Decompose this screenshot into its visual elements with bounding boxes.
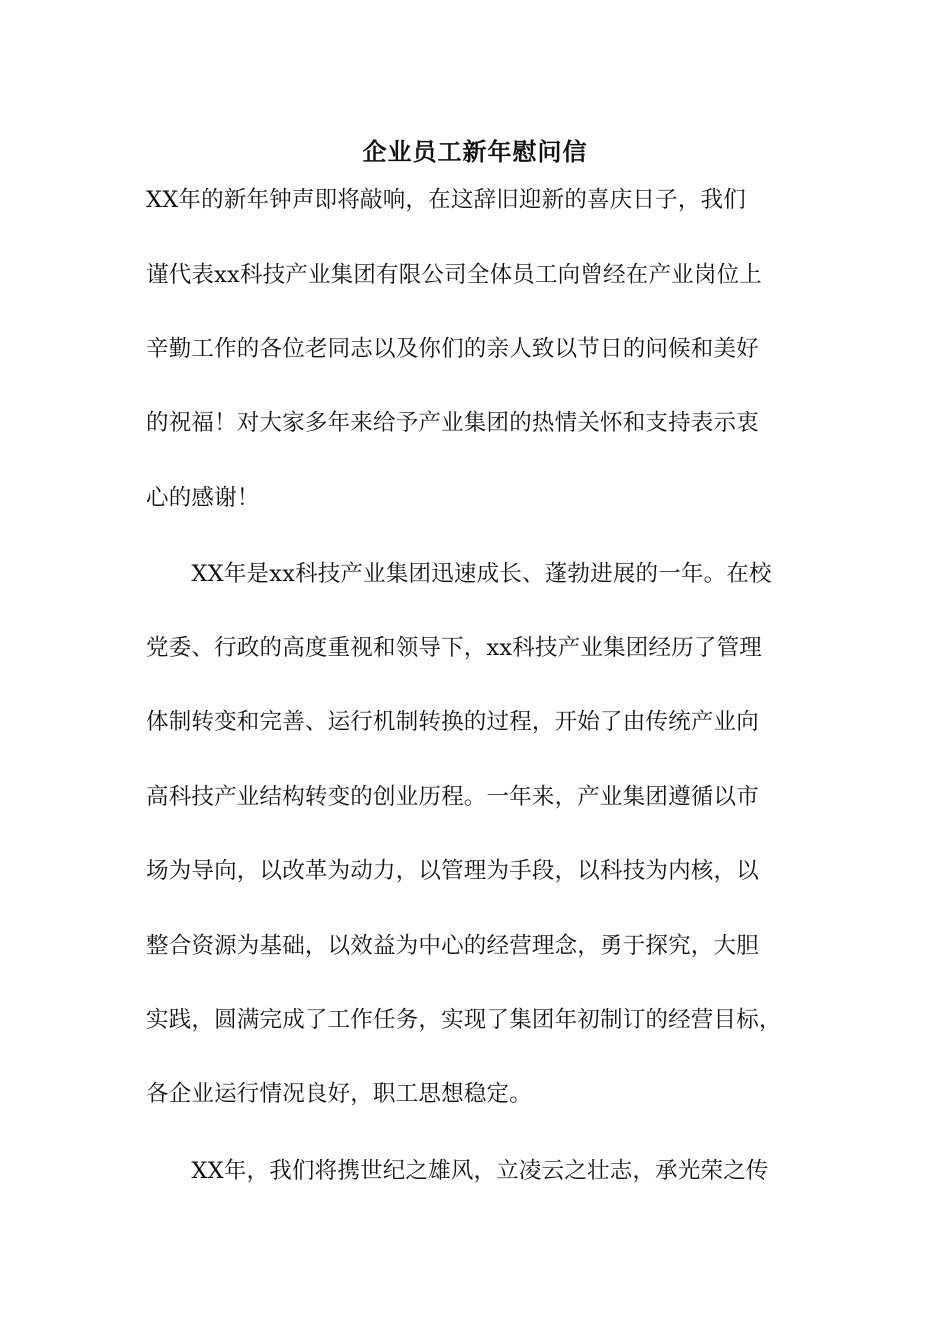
text-line: 谨代表xx科技产业集团有限公司全体员工向曾经在产业岗位上 [146, 262, 762, 288]
text-line: 各企业运行情况良好，职工思想稳定。 [146, 1081, 532, 1107]
text-line: XX年，我们将携世纪之雄风，立凌云之壮志，承光荣之传 [146, 1158, 769, 1184]
text-line: 辛勤工作的各位老同志以及你们的亲人致以节日的问候和美好 [146, 336, 759, 362]
text-line: XX年是xx科技产业集团迅速成长、蓬勃进展的一年。在校 [146, 561, 772, 587]
document-title: 企业员工新年慰问信 [362, 137, 588, 166]
text-line: 整合资源为基础，以效益为中心的经营理念，勇于探究，大胆 [146, 933, 759, 959]
text-line: 体制转变和完善、运行机制转换的过程，开始了由传统产业向 [146, 709, 759, 735]
text-line: 的祝福！对大家多年来给予产业集团的热情关怀和支持表示衷 [146, 410, 759, 436]
text-line: 高科技产业结构转变的创业历程。一年来，产业集团遵循以市 [146, 784, 759, 810]
text-line: 党委、行政的高度重视和领导下，xx科技产业集团经历了管理 [146, 635, 762, 661]
text-line: 心的感谢！ [146, 485, 260, 511]
text-line: 实践，圆满完成了工作任务，实现了集团年初制订的经营目标， [146, 1007, 782, 1033]
text-line: 场为导向，以改革为动力，以管理为手段，以科技为内核，以 [146, 858, 759, 884]
text-line: XX年的新年钟声即将敲响，在这辞旧迎新的喜庆日子，我们 [146, 187, 746, 213]
